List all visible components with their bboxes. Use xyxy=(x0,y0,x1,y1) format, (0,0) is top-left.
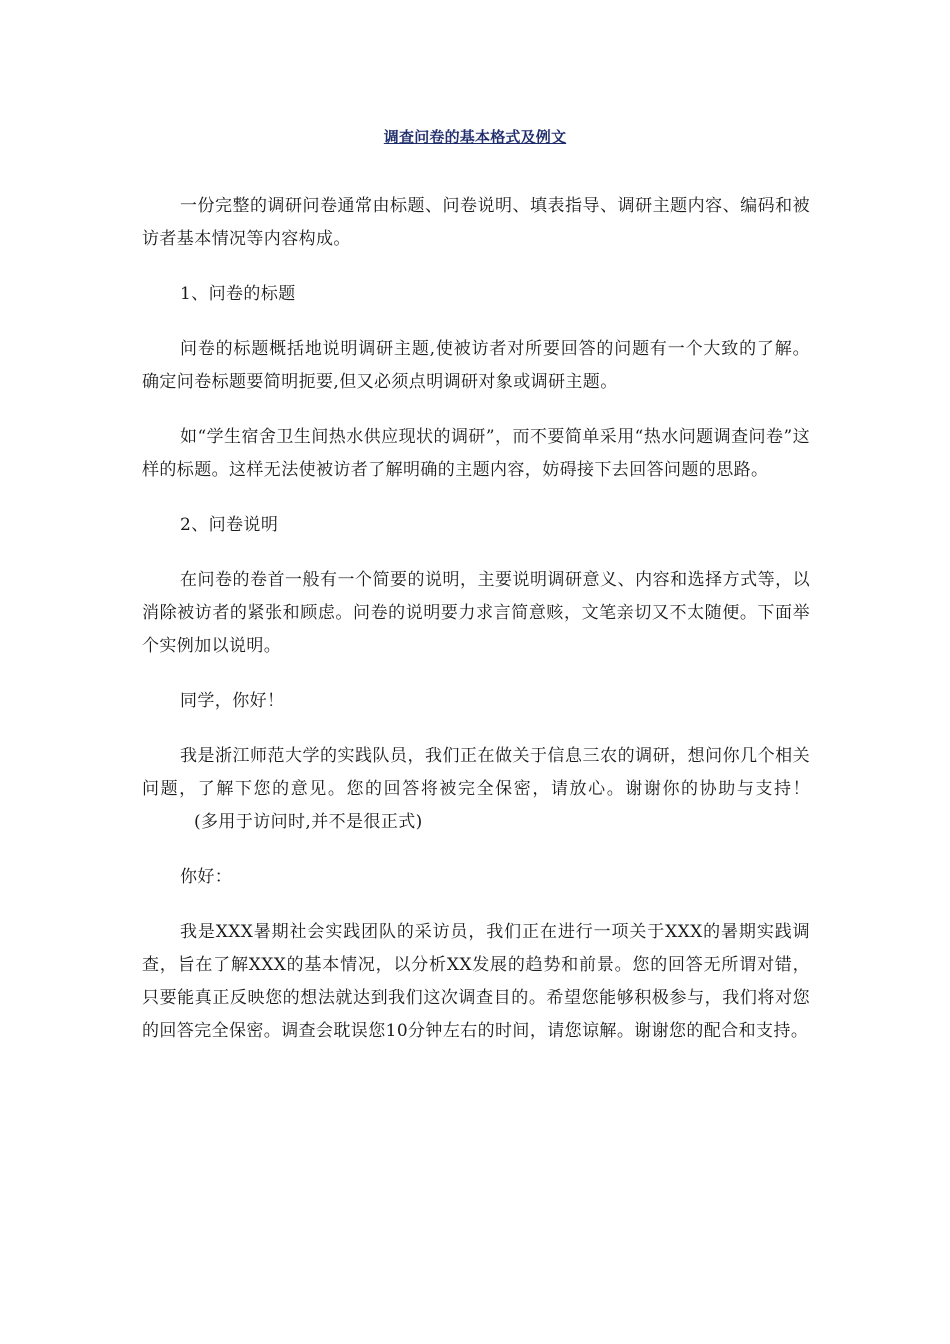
example-one-note: (多用于访问时,并不是很正式) xyxy=(194,812,423,832)
description-paragraph: 在问卷的卷首一般有一个简要的说明，主要说明调研意义、内容和选择方式等，以消除被访者的紧张和顾虑。问卷的说明要力求言简意赅，文笔亲切又不太随便。下面举个实例加以说明。 xyxy=(142,570,810,656)
greeting-classmate: 同学，你好！ xyxy=(180,691,285,711)
section-heading-title: 1、问卷的标题 xyxy=(180,284,296,304)
example-one-text: 我是浙江师范大学的实践队员，我们正在做关于信息三农的调研，想问你几个相关问题，了解下您的意见。您的回答将被完全保密，请放心。谢谢你的协助与支持！ xyxy=(142,746,810,799)
example-one-paragraph xyxy=(142,740,810,839)
document-title: 调查问卷的基本格式及例文 xyxy=(383,128,567,146)
intro-paragraph: 一份完整的调研问卷通常由标题、问卷说明、填表指导、调研主题内容、编码和被访者基本情况等内容构成。 xyxy=(142,196,810,249)
greeting-hello: 你好： xyxy=(180,867,233,887)
section-heading-description: 2、问卷说明 xyxy=(180,515,279,535)
document-body xyxy=(142,190,810,1070)
title-description-paragraph: 问卷的标题概括地说明调研主题,使被访者对所要回答的问题有一个大致的了解。确定问卷标题要简明扼要,但又必须点明调研对象或调研主题。 xyxy=(142,339,810,392)
title-example-paragraph: 如“学生宿舍卫生间热水供应现状的调研”，而不要简单采用“热水问题调查问卷”这样的标题。这样无法使被访者了解明确的主题内容，妨碍接下去回答问题的思路。 xyxy=(142,427,810,480)
example-two-paragraph: 我是XXX暑期社会实践团队的采访员，我们正在进行一项关于XXX的暑期实践调查，旨在了解XXX的基本情况，以分析XX发展的趋势和前景。您的回答无所谓对错，只要能真正反映您的想法就达到我们这次调查目的。希望您能够积极参与，我们将对您的回答完全保密。调查会耽误您10分钟左右的时间，请您谅解。谢谢您的配合和支持。 xyxy=(142,922,810,1041)
